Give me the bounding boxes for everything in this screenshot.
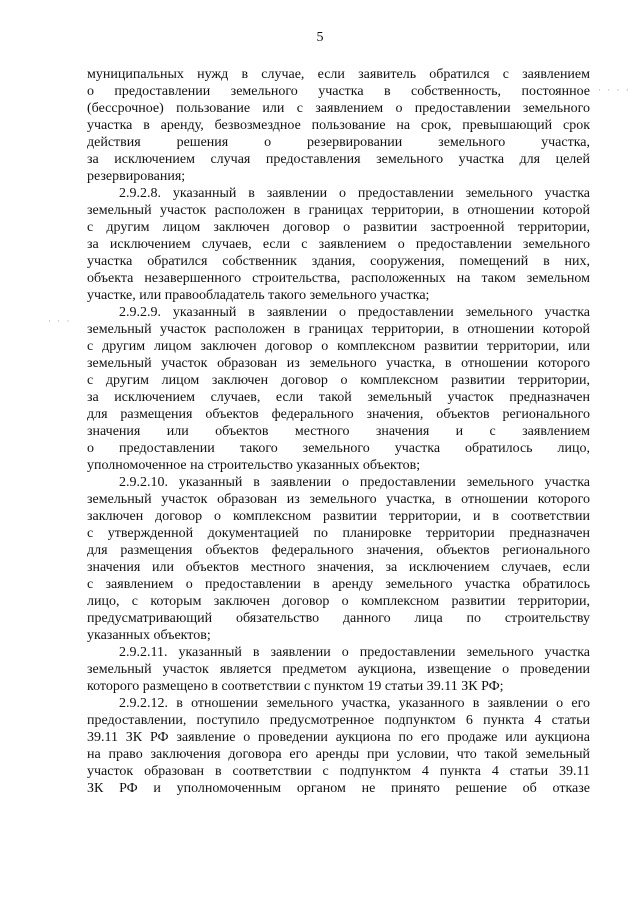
text-line: 2.9.2.11. указанный в заявлении о предоставлении земельного участка: [119, 645, 590, 660]
text-line: на право заключения договора его аренды при условии, что такой земельный: [87, 747, 590, 762]
text-line: с утвержденной документацией по планировке территории предназначен: [87, 526, 590, 541]
margin-scan-artifact: · · · ·: [598, 85, 631, 95]
text-line: о предоставлении земельного участка в собственность, постоянное: [87, 84, 590, 99]
text-line: предусматривающий обязательство данного лица по строительству: [87, 611, 590, 626]
text-line: 2.9.2.9. указанный в заявлении о предоставлении земельного участка: [119, 305, 590, 320]
text-line: для размещения объектов федерального значения, объектов регионального: [87, 543, 590, 558]
text-line: которого размещено в соответствии с пунктом 19 статьи 39.11 ЗК РФ;: [87, 679, 504, 694]
text-line: земельный участок расположен в границах территории, в отношении которой: [87, 322, 590, 337]
text-line: за исключением случаев, если с заявлением о предоставлении земельного: [87, 237, 590, 252]
text-line: действия решения о резервировании земельного участка,: [87, 135, 590, 150]
text-line: 2.9.2.12. в отношении земельного участка, указанного в заявлении о его: [119, 696, 590, 711]
text-line: с другим лицом заключен договор о развитии застроенной территории,: [87, 220, 590, 235]
text-line: лицо, с которым заключен договор о комплексном развитии территории,: [87, 594, 590, 609]
text-line: о предоставлении такого земельного участка обратилось лицо,: [87, 441, 590, 456]
text-line: с другим лицом заключен договор о комплексном развитии территории,: [87, 373, 590, 388]
text-line: 39.11 ЗК РФ заявление о проведении аукциона по его продаже или аукциона: [87, 730, 590, 745]
text-line: (бессрочное) пользование или с заявлением о предоставлении земельного: [87, 101, 590, 116]
text-line: уполномоченное на строительство указанных объектов;: [87, 458, 421, 473]
text-line: земельный участок является предметом аукциона, извещение о проведении: [87, 662, 590, 677]
margin-scan-artifact: · · ·: [48, 316, 72, 326]
text-line: предоставлении, поступило предусмотренное подпунктом 6 пункта 4 статьи: [87, 713, 590, 728]
text-line: земельный участок образован из земельного участка, в отношении которого: [87, 492, 590, 507]
text-line: ЗК РФ и уполномоченным органом не принято решение об отказе: [87, 781, 590, 796]
text-line: участке, или правообладатель такого земельного участка;: [87, 288, 430, 303]
text-line: земельный участок расположен в границах территории, в отношении которой: [87, 203, 590, 218]
text-line: заключен договор о комплексном развитии территории, и в соответствии: [87, 509, 590, 524]
text-line: значения или объектов местного значения, за исключением случаев, если: [87, 560, 590, 575]
text-line: участка в аренду, безвозмездное пользование на срок, превышающий срок: [87, 118, 590, 133]
text-line: резервирования;: [87, 169, 186, 184]
text-line: за исключением случаев, если такой земельный участок предназначен: [87, 390, 590, 405]
text-line: участок образован в соответствии с подпунктом 4 пункта 4 статьи 39.11: [87, 764, 590, 779]
text-line: земельный участок образован из земельного участка, в отношении которого: [87, 356, 590, 371]
text-line: за исключением случая предоставления земельного участка для целей: [87, 152, 590, 167]
text-line: объекта незавершенного строительства, расположенных на таком земельном: [87, 271, 590, 286]
text-line: с другим лицом заключен договор о комплексном развитии территории, или: [87, 339, 590, 354]
text-line: с заявлением о предоставлении в аренду земельного участка обратилось: [87, 577, 590, 592]
text-line: участка обратился собственник здания, сооружения, помещений в них,: [87, 254, 590, 269]
text-line: 2.9.2.10. указанный в заявлении о предоставлении земельного участка: [119, 475, 590, 490]
text-line: для размещения объектов федерального значения, объектов регионального: [87, 407, 590, 422]
page-number: 5: [316, 30, 324, 45]
text-line: указанных объектов;: [87, 628, 211, 643]
text-line: значения или объектов местного значения и с заявлением: [87, 424, 590, 439]
text-line: муниципальных нужд в случае, если заявитель обратился с заявлением: [87, 67, 590, 82]
text-line: 2.9.2.8. указанный в заявлении о предоставлении земельного участка: [119, 186, 590, 201]
document-body: [87, 66, 590, 797]
